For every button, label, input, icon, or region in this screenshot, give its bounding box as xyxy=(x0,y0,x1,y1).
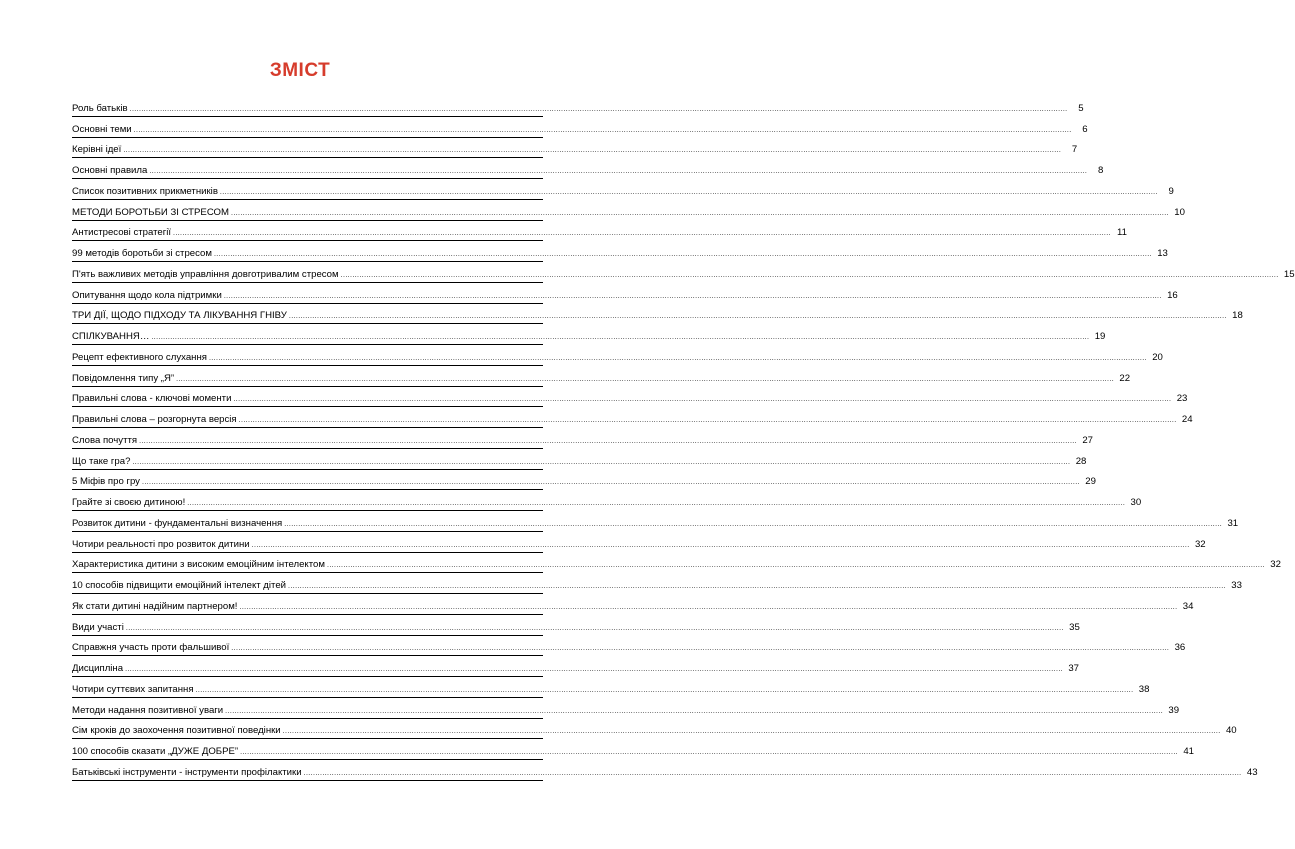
dot-leader: ................................................................................................................................................................................................................................................................................................................................................................................................................ xyxy=(151,334,1090,341)
toc-entry[interactable] xyxy=(72,241,1168,262)
dot-leader: ................................................................................................................................................................................................................................................................................................................................................................................................................ xyxy=(129,105,1068,113)
toc-entry[interactable] xyxy=(72,324,1106,345)
toc-entry-page-number: 35 xyxy=(1069,621,1080,633)
toc-entry-page-number: 32 xyxy=(1270,559,1281,571)
toc-entry[interactable] xyxy=(72,179,1174,200)
toc-entry-page-number: 34 xyxy=(1182,600,1194,612)
dot-leader: ................................................................................................................................................................................................................................................................................................................................................................................................................ xyxy=(238,417,1177,424)
toc-entry[interactable] xyxy=(72,449,1087,470)
toc-entry-page-number: 32 xyxy=(1194,538,1206,550)
toc-entry-label: Правильні слова - ключові моменти xyxy=(72,393,232,405)
dot-leader: ................................................................................................................................................................................................................................................................................................................................................................................................................ xyxy=(282,728,1221,736)
toc-entry[interactable] xyxy=(72,490,1142,511)
toc-entry-label: МЕТОДИ БОРОТЬБИ ЗІ СТРЕСОМ xyxy=(72,206,230,218)
dot-leader: ................................................................................................................................................................................................................................................................................................................................................................................................................ xyxy=(340,271,1279,279)
dot-leader: ................................................................................................................................................................................................................................................................................................................................................................................................................ xyxy=(240,749,1179,756)
toc-entry-label: Основні правила xyxy=(72,165,148,176)
toc-entry-page-number: 43 xyxy=(1246,766,1258,778)
toc-entry-page-number: 37 xyxy=(1068,663,1080,674)
dot-leader: ................................................................................................................................................................................................................................................................................................................................................................................................................ xyxy=(125,624,1064,632)
toc-entry-page-number: 10 xyxy=(1174,206,1185,218)
toc-entry-label: Що таке гра? xyxy=(72,455,131,467)
toc-entry-page-number: 29 xyxy=(1085,476,1096,488)
toc-entry-page-number: 27 xyxy=(1082,434,1093,446)
toc-entry-label: Слова почуття xyxy=(72,434,138,446)
toc-entry-label: Основні теми xyxy=(72,123,132,135)
table-of-contents xyxy=(72,96,1295,781)
toc-entry[interactable] xyxy=(72,698,1180,719)
toc-entry-label: П'ять важливих методів управління довготривалим стресом xyxy=(72,268,339,280)
dot-leader: ................................................................................................................................................................................................................................................................................................................................................................................................................ xyxy=(326,562,1265,570)
dot-leader: ................................................................................................................................................................................................................................................................................................................................................................................................................ xyxy=(132,458,1071,466)
dot-leader: ................................................................................................................................................................................................................................................................................................................................................................................................................ xyxy=(141,479,1080,487)
toc-entry-page-number: 30 xyxy=(1130,497,1142,508)
toc-entry-label: Повідомлення типу „Я” xyxy=(72,372,175,384)
toc-entry[interactable] xyxy=(72,283,1178,304)
toc-entry[interactable] xyxy=(72,594,1194,615)
dot-leader: ................................................................................................................................................................................................................................................................................................................................................................................................................ xyxy=(219,188,1158,196)
toc-entry[interactable] xyxy=(72,407,1193,428)
toc-entry[interactable] xyxy=(72,262,1295,283)
toc-entry-label: Опитування щодо кола підтримки xyxy=(72,289,222,301)
toc-entry-page-number: 11 xyxy=(1116,227,1127,239)
toc-entry[interactable] xyxy=(72,117,1088,138)
toc-entry-page-number: 16 xyxy=(1167,289,1178,301)
toc-entry-label: Сім кроків до заохочення позитивної поведінки xyxy=(72,725,281,737)
toc-entry-page-number: 22 xyxy=(1119,372,1131,384)
dot-leader: ................................................................................................................................................................................................................................................................................................................................................................................................................ xyxy=(284,520,1223,528)
toc-entry[interactable] xyxy=(72,615,1080,636)
toc-entry[interactable] xyxy=(72,138,1078,159)
toc-entry-label: 10 способів підвищити емоційний інтелект дітей xyxy=(72,580,287,591)
toc-entry-label: Як стати дитині надійним партнером! xyxy=(72,600,238,612)
toc-entry[interactable] xyxy=(72,739,1195,760)
toc-entry-page-number: 6 xyxy=(1082,123,1088,135)
toc-entry-page-number: 19 xyxy=(1094,331,1106,342)
toc-entry-label: Роль батьків xyxy=(72,102,128,114)
toc-entry-label: Справжня участь проти фальшивої xyxy=(72,642,230,654)
toc-entry[interactable] xyxy=(72,96,1084,117)
toc-entry[interactable] xyxy=(72,719,1237,740)
dot-leader: ................................................................................................................................................................................................................................................................................................................................................................................................................ xyxy=(173,230,1111,238)
toc-entry-label: Рецепт ефективного слухання xyxy=(72,351,207,363)
toc-entry-label: Характеристика дитини з високим емоційним інтелектом xyxy=(72,559,325,571)
toc-entry-page-number: 5 xyxy=(1078,102,1084,114)
toc-entry[interactable] xyxy=(72,366,1131,387)
toc-entry-label: 100 способів сказати „ДУЖЕ ДОБРЕ” xyxy=(72,746,239,757)
dot-leader: ................................................................................................................................................................................................................................................................................................................................................................................................................ xyxy=(223,292,1162,300)
dot-leader: ................................................................................................................................................................................................................................................................................................................................................................................................................ xyxy=(208,354,1147,362)
toc-entry-page-number: 40 xyxy=(1225,725,1237,737)
toc-entry-label: ТРИ ДІЇ, ЩОДО ПІДХОДУ ТА ЛІКУВАННЯ ГНІВУ xyxy=(72,310,287,322)
toc-entry[interactable] xyxy=(72,532,1206,553)
dot-leader: ................................................................................................................................................................................................................................................................................................................................................................................................................ xyxy=(225,707,1164,715)
dot-leader: ................................................................................................................................................................................................................................................................................................................................................................................................................ xyxy=(176,375,1115,383)
toc-entry-page-number: 8 xyxy=(1097,165,1104,176)
toc-entry-label: Чотири суттєвих запитання xyxy=(72,683,194,695)
dot-leader: ................................................................................................................................................................................................................................................................................................................................................................................................................ xyxy=(149,168,1088,175)
toc-entry[interactable] xyxy=(72,158,1104,179)
toc-entry[interactable] xyxy=(72,200,1185,221)
dot-leader: ................................................................................................................................................................................................................................................................................................................................................................................................................ xyxy=(239,603,1178,611)
toc-entry-page-number: 23 xyxy=(1176,393,1188,405)
toc-entry-label: Розвиток дитини - фундаментальні визначення xyxy=(72,517,283,529)
toc-entry-page-number: 7 xyxy=(1071,144,1078,156)
dot-leader: ................................................................................................................................................................................................................................................................................................................................................................................................................ xyxy=(231,645,1170,653)
toc-entry-label: Список позитивних прикметників xyxy=(72,185,218,197)
toc-entry-page-number: 36 xyxy=(1174,642,1186,654)
toc-entry-page-number: 28 xyxy=(1075,455,1087,467)
dot-leader: ................................................................................................................................................................................................................................................................................................................................................................................................................ xyxy=(251,541,1190,549)
toc-entry-label: Батьківські інструменти - інструменти профілактики xyxy=(72,766,302,778)
toc-title: ЗМІСТ xyxy=(269,60,331,81)
toc-entry-label: Грайте зі своєю дитиною! xyxy=(72,497,186,508)
toc-entry[interactable] xyxy=(72,387,1188,408)
toc-entry[interactable] xyxy=(72,470,1096,491)
dot-leader: ................................................................................................................................................................................................................................................................................................................................................................................................................ xyxy=(288,583,1226,590)
dot-leader: ................................................................................................................................................................................................................................................................................................................................................................................................................ xyxy=(133,126,1072,134)
toc-entry-page-number: 41 xyxy=(1183,746,1195,757)
dot-leader: ................................................................................................................................................................................................................................................................................................................................................................................................................ xyxy=(213,251,1152,258)
toc-entry[interactable] xyxy=(72,428,1093,449)
toc-entry-label: Правильні слова – розгорнута версія xyxy=(72,414,237,425)
toc-entry-page-number: 13 xyxy=(1157,248,1168,259)
toc-entry-page-number: 31 xyxy=(1227,517,1239,529)
toc-entry[interactable] xyxy=(72,553,1281,574)
dot-leader: ................................................................................................................................................................................................................................................................................................................................................................................................................ xyxy=(231,209,1169,217)
toc-entry[interactable] xyxy=(72,221,1127,242)
toc-entry-page-number: 20 xyxy=(1152,351,1163,363)
toc-entry[interactable] xyxy=(72,656,1080,677)
toc-entry[interactable] xyxy=(72,636,1186,657)
toc-entry-label: СПІЛКУВАННЯ… xyxy=(72,331,150,342)
toc-entry-page-number: 33 xyxy=(1231,580,1242,591)
toc-entry-label: Керівні ідеї xyxy=(72,144,122,156)
toc-entry-label: Чотири реальності про розвиток дитини xyxy=(72,538,250,550)
toc-entry[interactable] xyxy=(72,511,1239,532)
dot-leader: ................................................................................................................................................................................................................................................................................................................................................................................................................ xyxy=(233,396,1172,404)
dot-leader: ................................................................................................................................................................................................................................................................................................................................................................................................................ xyxy=(187,500,1126,507)
toc-entry[interactable] xyxy=(72,304,1243,325)
dot-leader: ................................................................................................................................................................................................................................................................................................................................................................................................................ xyxy=(125,666,1064,673)
toc-entry[interactable] xyxy=(72,760,1258,781)
toc-entry-page-number: 18 xyxy=(1232,310,1243,322)
dot-leader: ................................................................................................................................................................................................................................................................................................................................................................................................................ xyxy=(123,147,1062,155)
toc-entry-page-number: 15 xyxy=(1283,268,1295,280)
dot-leader: ................................................................................................................................................................................................................................................................................................................................................................................................................ xyxy=(195,686,1134,694)
toc-entry-label: 99 методів боротьби зі стресом xyxy=(72,248,212,259)
toc-entry-label: Методи надання позитивної уваги xyxy=(72,704,224,716)
toc-entry-page-number: 9 xyxy=(1168,185,1174,197)
dot-leader: ................................................................................................................................................................................................................................................................................................................................................................................................................ xyxy=(139,437,1077,445)
dot-leader: ................................................................................................................................................................................................................................................................................................................................................................................................................ xyxy=(288,313,1227,321)
toc-entry-page-number: 24 xyxy=(1181,414,1193,425)
toc-entry-label: Дисципліна xyxy=(72,663,124,674)
toc-entry-label: Антистресові стратегії xyxy=(72,227,172,239)
toc-entry[interactable] xyxy=(72,573,1242,594)
toc-entry[interactable] xyxy=(72,345,1163,366)
dot-leader: ................................................................................................................................................................................................................................................................................................................................................................................................................ xyxy=(303,769,1242,777)
toc-entry-label: 5 Міфів про гру xyxy=(72,476,140,488)
toc-entry-page-number: 38 xyxy=(1138,683,1150,695)
toc-entry-page-number: 39 xyxy=(1168,704,1180,716)
toc-entry-label: Види участі xyxy=(72,621,124,633)
toc-entry[interactable] xyxy=(72,677,1150,698)
